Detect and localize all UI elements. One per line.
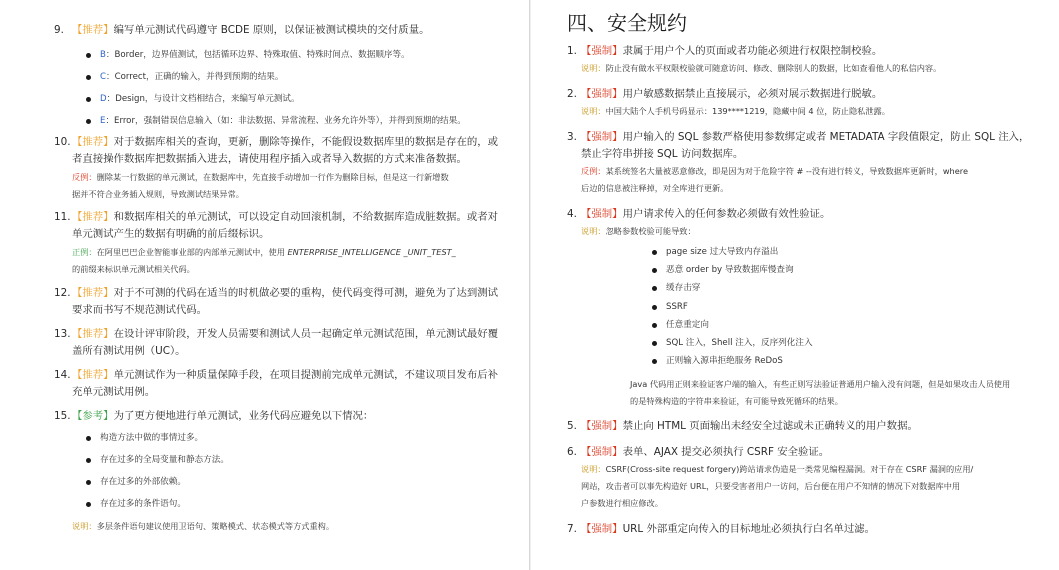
item-number: 15. [54,410,71,422]
list-item: 正则输入源串拒绝服务 ReDoS [652,352,1059,370]
rule-item-9 [54,22,529,39]
item-number: 7. [567,523,577,536]
rule-text-line2: 盖所有测试用例（UC）。 [72,345,186,357]
rule-text-line1: 和数据库相关的单元测试，可以设定自动回滚机制，不给数据库造成脏数据。或者对 [113,211,499,223]
note-text-line2: 后边的信息被注释掉，对全库进行更新。 [581,183,729,193]
note-text-line2: 网站，攻击者可以事先构造好 URL，只要受害者用户一访问，后台便在用户不知情的情况下对数据库中用 [581,481,961,492]
explanation-note [72,518,529,535]
left-page [0,0,529,570]
recommend-tag: 【推荐】 [72,24,114,36]
mandatory-tag: 【强制】 [581,88,623,100]
avoid-list [86,427,529,515]
note-text: 多层条件语句建议使用卫语句、策略模式、状态模式等方式重构。 [96,521,335,531]
note-paragraph-line1: Java 代码用正则来验证客户端的输入，有些正则写法验证普通用户输入没有问题，但是如果攻击人员使用 [630,379,1011,390]
list-item: 存在过多的全局变量和静态方法。 [86,449,529,471]
item-number: 9. [54,24,64,36]
note-paragraph-line2: 的是特殊构造的字符串来验证，有可能导致死循环的结果。 [630,396,843,407]
rule-item-2 [567,86,1059,120]
list-item [86,88,529,110]
item-number: 10. [54,136,71,148]
positive-example [72,244,529,261]
rule-text: 为了更方便地进行单元测试，业务代码应避免以下情况： [113,410,374,422]
mandatory-tag: 【强制】 [581,523,623,536]
note-text: CSRF(Cross-site request forgery)跨站请求伪造是一类常见编程漏洞。对于存在 CSRF 漏洞的应用/ [605,464,974,475]
note-label: 说明： [72,521,97,531]
bcde-list [86,44,529,132]
mandatory-tag: 【强制】 [581,446,623,459]
list-item [86,110,529,132]
explanation-note [581,461,1059,478]
list-item: 存在过多的条件语句。 [86,493,529,515]
bullet-text: ：Border，边界值测试，包括循环边界、特殊取值、特殊时间点、数据顺序等。 [105,50,410,60]
note-text-line3: 户参数进行相应修改。 [581,498,663,509]
note-label: 说明： [581,106,606,116]
note-text: 删除某一行数据的单元测试，在数据库中，先直接手动增加一行作为删除目标，但是这一行新增数 [96,172,449,182]
list-item: page size 过大导致内存溢出 [652,243,1059,261]
recommend-tag: 【推荐】 [72,328,114,340]
rule-item-12 [54,285,529,319]
mandatory-tag: 【强制】 [581,208,623,220]
note-label: 说明： [581,226,606,236]
note-text: 防止没有做水平权限校验就可随意访问、修改、删除别人的数据，比如查看他人的私信内容。 [605,63,942,73]
list-item: 恶意 order by 导致数据库慢查询 [652,261,1059,279]
rule-item-5 [567,418,1059,435]
risk-list [652,243,1059,370]
rule-item-4 [567,206,1059,240]
counter-example [581,163,1059,180]
mandatory-tag: 【强制】 [581,45,623,57]
note-text: 中国大陆个人手机号码显示：139****1219，隐藏中间 4 位，防止隐私泄露。 [605,106,890,116]
list-item: SSRF [652,298,1059,316]
list-item [86,44,529,66]
note-text: 在阿里巴巴企业智能事业部的内部单元测试中，使用 [96,247,288,257]
recommend-tag: 【推荐】 [72,369,114,381]
item-number: 11. [54,211,71,223]
note-label: 说明： [581,464,606,475]
rule-text-line1: 用户输入的 SQL 参数严格使用参数绑定或者 METADATA 字段值限定，防止 SQL 注入， [622,131,1030,143]
rule-item-10 [54,134,529,203]
item-number: 5. [567,420,577,433]
list-item [86,66,529,88]
list-item: 构造方法中做的事情过多。 [86,427,529,449]
item-number: 12. [54,287,71,299]
note-label: 正例： [72,247,97,257]
right-page [531,0,1059,570]
rule-text-line2: 要求而书写不规范测试代码。 [72,304,208,316]
note-text-line2: 的前缀来标识单元测试相关代码。 [72,264,195,274]
item-number: 14. [54,369,71,381]
rule-text-line1: 对于不可测的代码在适当的时机做必要的重构，使代码变得可测，避免为了达到测试 [113,287,499,299]
item-number: 3. [567,131,577,143]
rule-item-1 [567,43,1059,77]
list-item: 任意重定向 [652,316,1059,334]
bullet-key: D [100,94,107,104]
explanation-note [581,60,1059,77]
rule-text: 隶属于用户个人的页面或者功能必须进行权限控制校验。 [622,45,883,57]
bullet-text: ：Correct，正确的输入，并得到预期的结果。 [106,72,284,82]
note-italic-text: ENTERPRISE_INTELLIGENCE _UNIT_TEST_ [287,247,456,257]
rule-text: 表单、AJAX 提交必须执行 CSRF 安全验证。 [622,446,830,459]
bullet-text: ：Design，与设计文档相结合，来编写单元测试。 [106,94,300,104]
note-label: 反例： [72,172,97,182]
note-label: 说明： [581,63,606,73]
rule-item-3 [567,129,1059,197]
rule-item-15 [54,408,529,425]
section-title: 四、安全规约 [567,11,687,35]
list-item: 存在过多的外部依赖。 [86,471,529,493]
recommend-tag: 【推荐】 [72,211,114,223]
list-item: 缓存击穿 [652,279,1059,297]
rule-item-13 [54,326,529,360]
rule-item-6 [567,444,1059,512]
rule-text: 用户敏感数据禁止直接展示，必须对展示数据进行脱敏。 [622,88,883,100]
item-number: 4. [567,208,577,220]
explanation-note [581,223,1059,240]
note-text: 某系统签名大量被恶意修改，即是因为对于危险字符 # --没有进行转义，导致数据库更新时，where [605,166,969,176]
recommend-tag: 【推荐】 [72,287,114,299]
mandatory-tag: 【强制】 [581,131,623,143]
rule-text-line2: 单元测试产生的数据有明确的前后缀标识。 [72,228,270,240]
rule-text-line1: 对于数据库相关的查询，更新，删除等操作，不能假设数据库里的数据是存在的，或 [113,136,499,148]
note-text-line2: 据并不符合业务插入规则，导致测试结果异常。 [72,189,244,199]
rule-text: 用户请求传入的任何参数必须做有效性验证。 [622,208,831,220]
item-number: 2. [567,88,577,100]
note-label: 反例： [581,166,606,176]
rule-text: URL 外部重定向传入的目标地址必须执行白名单过滤。 [622,523,876,536]
rule-item-7 [567,521,1059,538]
rule-text-line2: 禁止字符串拼接 SQL 访问数据库。 [581,148,744,160]
reference-tag: 【参考】 [72,410,114,422]
item-number: 1. [567,45,577,57]
bullet-key: E [100,116,106,126]
rule-text-line1: 在设计评审阶段，开发人员需要和测试人员一起确定单元测试范围，单元测试最好覆 [113,328,499,340]
rule-text-line2: 者直接操作数据库把数据插入进去，请使用程序插入或者导入数据的方式来准备数据。 [72,153,467,165]
item-number: 6. [567,446,577,459]
rule-item-14 [54,367,529,401]
rule-text-line2: 充单元测试用例。 [72,386,156,398]
mandatory-tag: 【强制】 [581,420,623,433]
counter-example [72,169,529,186]
rule-text: 编写单元测试代码遵守 BCDE 原则，以保证被测试模块的交付质量。 [113,24,430,36]
rule-text: 禁止向 HTML 页面输出未经安全过滤或未正确转义的用户数据。 [622,420,918,433]
explanation-note [581,103,1059,120]
item-number: 13. [54,328,71,340]
rule-item-11 [54,209,529,278]
bullet-key: C [100,72,107,82]
note-text: 忽略参数校验可能导致： [605,226,696,236]
bullet-key: B [100,50,106,60]
bullet-text: ：Error，强制错误信息输入（如：非法数据、异常流程、业务允许外等），并得到预期的结果。 [105,116,466,126]
list-item: SQL 注入，Shell 注入，反序列化注入 [652,334,1059,352]
rule-text-line1: 单元测试作为一种质量保障手段，在项目提测前完成单元测试，不建议项目发布后补 [113,369,499,381]
recommend-tag: 【推荐】 [72,136,114,148]
